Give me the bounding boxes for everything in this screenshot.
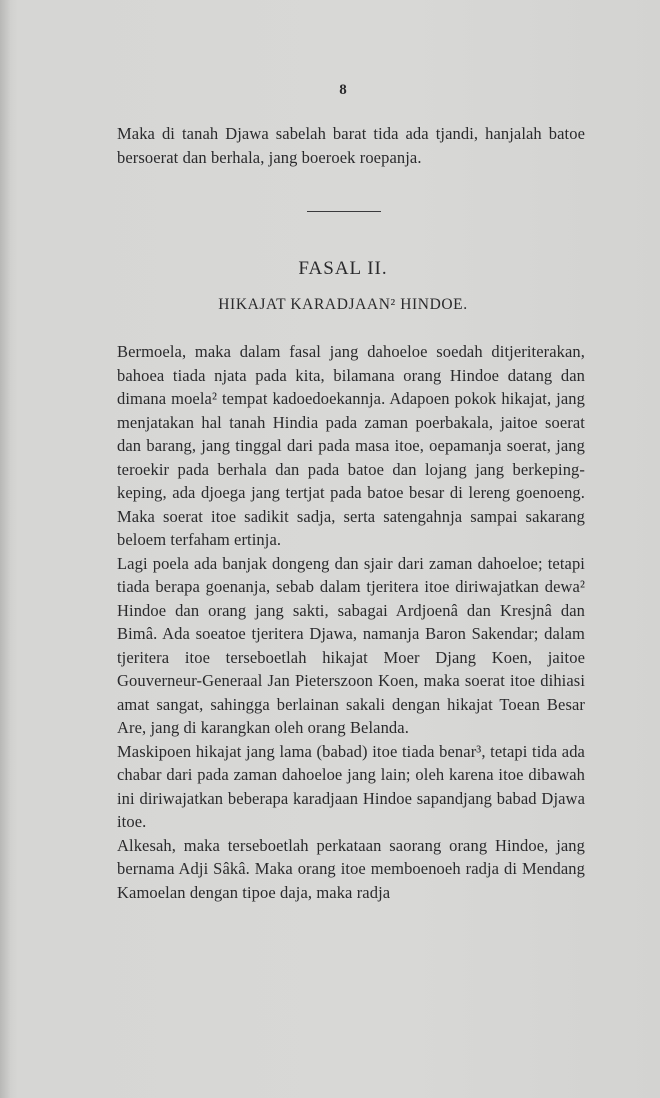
paragraph: Maskipoen hikajat jang lama (babad) itoe tiada benar³, tetapi tida ada chabar dari pada zaman dahoeloe jang lain; oleh karena itoe dibawah ini diriwajatkan beberapa karadjaan Hindoe sapandjang babad Djawa itoe. — [117, 741, 585, 831]
paragraph: Lagi poela ada banjak dongeng dan sjair dari zaman dahoeloe; tetapi tiada berapa goenanja, sebab dalam tjeritera itoe diriwajatkan dewa² Hindoe dan orang jang sakti, sabagai Ardjoenâ dan Kresjnâ dan Bimâ. Ada soeatoe tjeritera Djawa, namanja Baron Sakendar; dalam tjeritera itoe terseboetlah hikajat Moer Djang Koen, jaitoe Gouverneur-Generaal Jan Pieterszoon Koen, maka soerat itoe dihiasi amat sangat, sahingga berlainan sakali dengan hikajat Toean Besar Are, jang di karangkan oleh orang Belanda. — [117, 553, 585, 737]
chapter-body — [117, 340, 585, 904]
chapter-subheading: HIKAJAT KARADJAAN² HINDOE. — [218, 296, 468, 313]
page-number: 8 — [339, 82, 347, 98]
chapter-heading: FASAL II. — [298, 258, 388, 279]
paragraph: Bermoela, maka dalam fasal jang dahoeloe soedah ditjeriterakan, bahoea tiada njata pada kita, bilamana orang Hindoe datang dan dimana moela² tempat kadoedoekannja. Adapoen pokok hikajat, jang menjatakan hal tanah Hindia pada zaman poerbakala, jaitoe soerat dan barang, jang tinggal dari pada masa itoe, oepamanja soerat, jang teroekir pada berhala dan pada batoe dan lojang jang berkeping-keping, ada djoega jang tertjat pada batoe besar di lereng goenoeng. Maka soerat itoe sadikit sadja, serta satengahnja sampai sakarang beloem terfaham ertinja. — [117, 342, 585, 549]
page-binding-edge — [0, 0, 10, 1098]
section-divider — [307, 211, 381, 212]
paragraph: Alkesah, maka terseboetlah perkataan saorang orang Hindoe, jang bernama Adji Sâkâ. Maka orang itoe memboenoeh radja di Mendang Kamoelan dengan tipoe daja, maka radja — [117, 835, 585, 902]
intro-paragraph: Maka di tanah Djawa sabelah barat tida ada tjandi, hanjalah batoe bersoerat dan berhala, jang boeroek roepanja. — [117, 124, 585, 167]
